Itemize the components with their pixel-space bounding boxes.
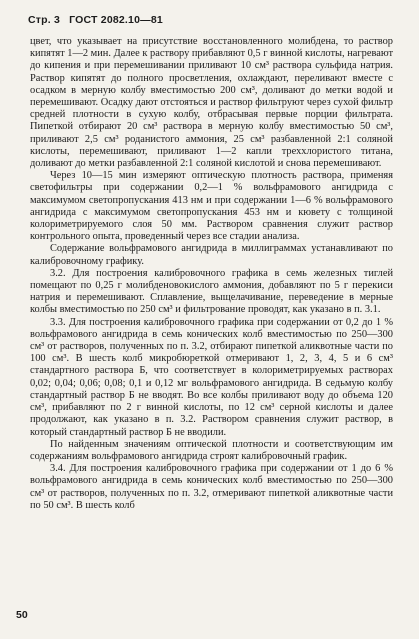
paragraph-content-determination: Содержание вольфрамового ангидрида в миллиграммах устанавливают по калибровочному графику.: [30, 243, 393, 267]
paragraph-3-4: 3.4. Для построения калибровочного графика при содержании от 1 до 6 % вольфрамового ангидрида в семь конических колб вместимостью по 250—300 см³ от растворов, полученных по п. 3.2, отмеривают пипеткой аликвотные части по 50 см³. В шесть колб: [30, 463, 393, 511]
paragraph-continuation: цвет, что указывает на присутствие восстановленного молибдена, то раствор кипятят 1—2 мин. Далее к раствору прибавляют 0,5 г винной кислоты, нагревают до кипения и при перемешивании приливают 10 см³ раствора сульфида натрия. Раствор кипятят до полного просветления, охлаждают, переливают вместе с осадком в мерную колбу вместимостью 200 см³, доливают до метки водой и перемешивают. Осадку дают отстояться и раствор фильтруют через сухой фильтр средней плотности в сухую колбу, отбрасывая первые порции фильтрата. Пипеткой отбирают 20 см³ раствора в мерную колбу вместимостью 50 см³, приливают 2,5 см³ роданистого аммония, 25 см³ разбавленной 2:1 соляной кислоты, перемешивают, приливают 1—2 капли треххлористого титана, доливают до метки разбавленной 2:1 соляной кислотой и снова перемешивают.: [30, 36, 393, 170]
header-standard-number: ГОСТ 2082.10—81: [69, 14, 163, 26]
header-page-label: Стр. 3: [28, 14, 61, 26]
paragraph-3-2: 3.2. Для построения калибровочного графика в семь железных тиглей помещают по 0,25 г молибденовокислого аммония, добавляют по 5 г перекиси натрия и перемешивают. Сплавление, выщелачивание, переведение в мерные колбы вместимостью по 250 см³ и фильтрование проводят, как указано в п. 3.1.: [30, 267, 393, 316]
page-number: 50: [16, 609, 28, 621]
paragraph-measurement: Через 10—15 мин измеряют оптическую плотность раствора, применяя светофильтры при содержании 0,2—1 % вольфрамового ангидрида с максимумом светопропускания 413 нм и при содержании 1—6 % вольфрамового ангидрида с максимумом светопропускания 453 нм и кювету с толщиной колориметрируемого слоя 50 мм. Раствором сравнения служит раствор контрольного опыта, проведенный через все стадии анализа.: [30, 170, 393, 243]
paragraph-3-3: 3.3. Для построения калибровочного графика при содержании от 0,2 до 1 % вольфрамового ангидрида в семь конических колб вместимостью по 250—300 см³ от растворов, полученных по п. 3.2, отбирают пипеткой аликвотные части по 100 см³. В шесть колб микробюреткой отмеривают 1, 2, 3, 4, 5 и 6 см³ стандартного раствора Б, что соответствует в колориметрируемых растворах 0,02; 0,04; 0,06; 0,08; 0,1 и 0,12 мг вольфрамового ангидрида. В седьмую колбу стандартный раствор Б не вводят. Во все колбы приливают воду до объема 120 см³, прибавляют по 2 г винной кислоты, по 12 см³ серной кислоты и далее продолжают, как указано в п. 3.2. Раствором сравнения служит раствор, в который стандартный раствор Б не вводили.: [30, 316, 393, 438]
running-header: [28, 14, 393, 26]
paragraph-calibration-plot: По найденным значениям оптической плотности и соответствующим им содержаниям вольфрамового ангидрида строят калибровочный график.: [30, 438, 393, 462]
document-body: [30, 36, 393, 512]
